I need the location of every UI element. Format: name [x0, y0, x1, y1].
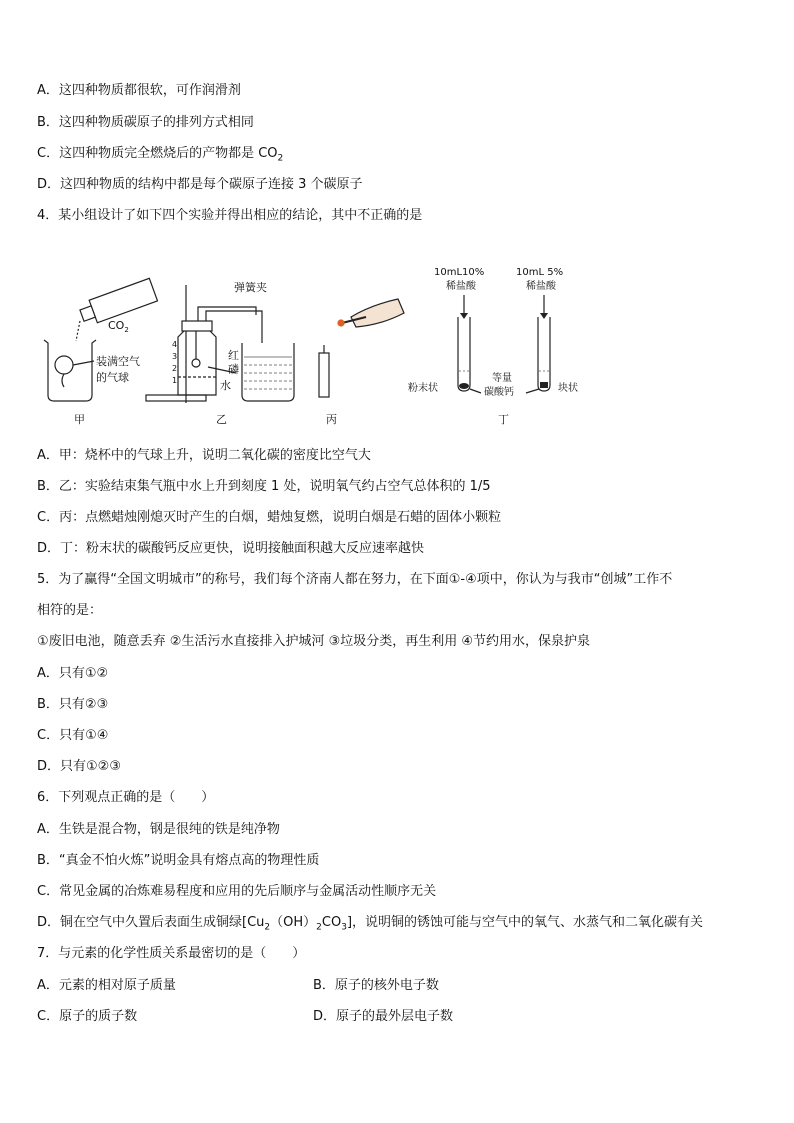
q3-option-b: B．这四种物质碳原子的排列方式相同 [37, 115, 254, 130]
test-tube-right [538, 317, 550, 391]
water-label: 水 [220, 379, 231, 392]
q6-option-d-sub2: 2 [316, 922, 322, 933]
caption-bing: 丙 [326, 413, 337, 426]
acid-left-name: 稀盐酸 [446, 281, 476, 292]
q4-stem: 4．某小组设计了如下四个实验并得出相应的结论，其中不正确的是 [37, 208, 423, 223]
q5-option-b: B．只有②③ [37, 697, 109, 712]
acid-left-conc: 10mL10% [434, 267, 485, 278]
q4-option-b: B．乙：实验结束集气瓶中水上升到刻度 1 处，说明氧气约占空气总体积的 1/5 [37, 479, 491, 494]
q7-option-c: C．原子的质子数 [37, 1009, 138, 1024]
arrowhead-left [460, 313, 468, 319]
q6-option-c: C．常见金属的冶炼难易程度和应用的先后顺序与金属活动性顺序无关 [37, 884, 437, 899]
red-label: 红 [228, 349, 239, 362]
balloon [55, 356, 73, 374]
co2-label: $CO_2$ [108, 319, 129, 334]
test-tube-left [458, 317, 470, 391]
arrowhead-right [540, 313, 548, 319]
q6-option-d [37, 913, 703, 933]
balloon-pointer [73, 361, 94, 365]
stand-base [146, 395, 206, 401]
q5-option-a: A．只有①② [37, 666, 109, 681]
phos-label: 磷 [228, 363, 239, 376]
beaker-water [244, 357, 292, 389]
q3-option-d: D．这四种物质的结构中都是每个碳原子连接 3 个碳原子 [37, 177, 363, 192]
q3-option-a: A．这四种物质都很软，可作润滑剂 [37, 83, 241, 98]
caption-yi: 乙 [216, 413, 227, 426]
q4-option-d: D．丁：粉末状的碳酸钙反应更快，说明接触面积越大反应速率越快 [37, 541, 425, 556]
scale-4: 4 [172, 340, 178, 349]
lump-caco3 [540, 382, 548, 388]
acid-right-name: 稀盐酸 [526, 281, 556, 292]
balloon-string [62, 374, 64, 387]
scale-1: 1 [172, 376, 178, 385]
q6-option-b: B．“真金不怕火炼”说明金具有熔点高的物理性质 [37, 853, 320, 868]
q4-option-c: C．丙：点燃蜡烛刚熄灭时产生的白烟，蜡烛复燃，说明白烟是石蜡的固体小颗粒 [37, 510, 502, 525]
equal-label: 等量 [492, 373, 512, 384]
q6-option-d-part3: CO [321, 915, 342, 930]
q6-option-d-part4: ]，说明铜的锈蚀可能与空气中的氧气、水蒸气和二氧化碳有关 [346, 915, 704, 930]
q3-option-c [37, 144, 283, 164]
caption-ding: 丁 [498, 413, 509, 426]
hand [351, 299, 404, 327]
powder-label: 粉末状 [408, 383, 438, 394]
q6-stem: 6．下列观点正确的是（ ） [37, 790, 215, 805]
q5-option-c: C．只有①④ [37, 728, 109, 743]
q5-option-d: D．只有①②③ [37, 759, 121, 774]
q6-option-d-sub3: 3 [341, 922, 347, 933]
beaker-jia [44, 340, 96, 401]
q6-option-a: A．生铁是混合物，钢是很纯的铁是纯净物 [37, 822, 280, 837]
q7-option-d: D．原子的最外层电子数 [313, 1009, 454, 1024]
q6-option-d-part1: D．铜在空气中久置后表面生成铜绿[Cu [37, 915, 265, 930]
q3-option-c-sub: 2 [277, 153, 284, 164]
q7-option-a: A．元素的相对原子质量 [37, 978, 176, 993]
q3-option-c-text: C．这四种物质完全燃烧后的产物都是 CO [37, 146, 278, 161]
beaker-yi [242, 343, 294, 401]
powder-caco3 [459, 383, 469, 389]
balloon-label-1: 装满空气 [96, 355, 140, 368]
q6-option-d-sub1: 2 [264, 922, 271, 933]
clamp-label: 弹簧夹 [234, 281, 267, 294]
match-flame [338, 320, 344, 326]
q7-option-b: B．原子的核外电子数 [313, 978, 439, 993]
acid-right-conc: 10mL 5% [516, 267, 564, 278]
caption-jia: 甲 [74, 413, 85, 426]
scale-2: 2 [172, 364, 178, 373]
caco3-label: 碳酸钙 [484, 387, 514, 398]
red-phosphorus-spoon [192, 359, 200, 367]
q6-option-d-part2: （OH） [270, 915, 317, 930]
q5-items: ①废旧电池，随意丢弃 ②生活污水直接排入护城河 ③垃圾分类，再生利用 ④节约用水，保泉护泉 [37, 634, 591, 649]
gas-bottle [178, 331, 216, 395]
q5-stem-2: 相符的是： [37, 603, 103, 618]
candle [319, 353, 329, 397]
q4-option-a: A．甲：烧杯中的气球上升，说明二氧化碳的密度比空气大 [37, 448, 371, 463]
scale-3: 3 [172, 352, 178, 361]
experiment-figure [36, 255, 596, 435]
co2-pour-line [76, 321, 80, 341]
lump-label: 块状 [558, 383, 578, 394]
balloon-label-2: 的气球 [96, 371, 129, 384]
q7-stem: 7．与元素的化学性质关系最密切的是（ ） [37, 946, 306, 961]
q5-stem-1: 5．为了赢得“全国文明城市”的称号，我们每个济南人都在努力，在下面①-④项中，你认为与我市“创城”工作不 [37, 572, 673, 587]
bottle-stopper [182, 321, 212, 331]
